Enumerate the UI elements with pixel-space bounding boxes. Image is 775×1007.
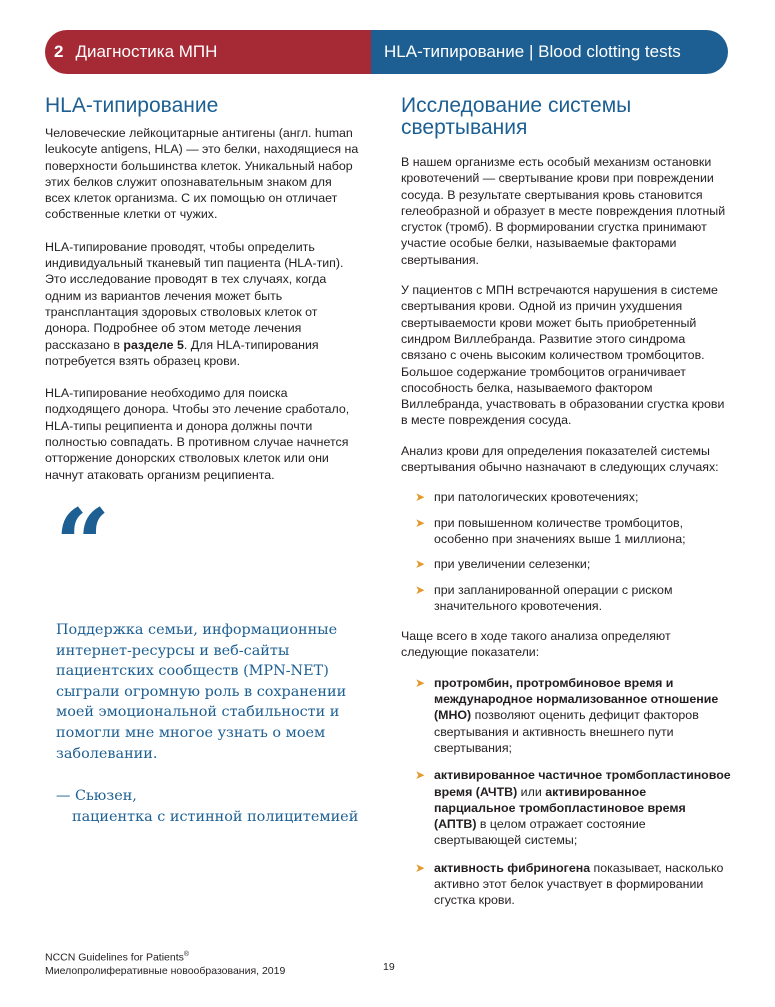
attribution-name: — Сьюзен,: [56, 788, 137, 805]
clotting-paragraph-3: Анализ крови для определения показателей системы свертывания обычно назначают в следующих случаях:: [401, 443, 719, 475]
quote-mark-icon: “: [55, 487, 105, 601]
text-span: . Для HLA-типирования потребуется взять образец крови.: [45, 337, 319, 368]
indicator-name: активированное парциальное тромбопластиновое время (АПТВ): [434, 784, 686, 832]
bullet-arrow-icon: ➤: [415, 860, 426, 875]
bullet-arrow-icon: ➤: [415, 557, 426, 572]
list-item-text: при повышенном количестве тромбоцитов, особенно при значениях выше 1 миллиона;: [434, 515, 686, 546]
section-title: HLA-типирование | Blood clotting tests: [384, 42, 681, 61]
indicator-name: протромбин, протромбиновое время и международное нормализованное отношение (МНО): [434, 675, 719, 723]
list-item-text: показывает, насколько активно этот белок участвует в формировании сгустка крови.: [434, 860, 724, 908]
chapter-tab: [45, 30, 371, 74]
list-item-text: или: [517, 784, 546, 799]
bullet-arrow-icon: ➤: [415, 768, 426, 783]
patient-quote: Поддержка семьи, информационные интернет-ресурсы и веб-сайты пациентских сообществ (MPN-NET) сыграли огромную роль в сохранении моей эмоциональной стабильности и помогли мне многое узнать о моем заболевании.: [56, 621, 347, 762]
indicator-name: активированное частичное тромбопластиновое время (АЧТВ): [434, 768, 731, 799]
text-span: HLA-типирование проводят, чтобы определить индивидуальный тканевый тип пациента (HLA-тип). Это исследование проводят в тех случаях, когда одним из вариантов лечения может быть трансплантация здоровых стволовых клеток от донора. Подробнее об этом методе лечения рассказано в: [45, 239, 344, 352]
hla-paragraph-1: Человеческие лейкоцитарные антигены (англ. human leukocyte antigens, HLA) — это белки, находящиеся на поверхности большинства клеток. Уникальный набор этих белков служит опознавательным знаком для всех клеток организма. С их помощью он отличает собственные клетки от чужих.: [45, 126, 359, 222]
list-item: [401, 582, 731, 615]
bullet-arrow-icon: ➤: [415, 515, 426, 530]
quote-attribution: [56, 786, 360, 827]
footer-line-1: [45, 948, 285, 965]
list-item: [401, 675, 731, 756]
section-tab: [371, 30, 728, 74]
chapter-title: Диагностика МПН: [75, 42, 218, 61]
list-item-text: при увеличении селезенки;: [434, 557, 591, 572]
list-item-text: при запланированной операции с риском значительного кровотечения.: [434, 582, 673, 613]
clotting-paragraph-4: Чаще всего в ходе такого анализа определяют следующие показатели:: [401, 629, 671, 660]
footer-line-2: Миелопролиферативные новообразования, 2019: [45, 964, 286, 977]
hla-paragraph-2: [45, 239, 360, 369]
attribution-description: пациентка с истинной полицитемией: [72, 808, 359, 825]
list-item: [401, 556, 731, 572]
bullet-arrow-icon: ➤: [415, 490, 426, 505]
indications-list: [401, 489, 731, 614]
clotting-paragraph-2: У пациентов с МПН встречаются нарушения в системе свертывания крови. Одной из причин ухудшения свертываемости крови может быть приобретенный синдром Виллебранда. Развитие этого синдрома связано с очень высоким количеством тромбоцитов. Большое содержание тромбоцитов ограничивает способность белка, называемого фактором Виллебранда, участвовать в образовании сгустка крови в месте повреждения сосуда.: [401, 283, 725, 428]
registered-mark: ®: [183, 951, 190, 958]
page-footer: [45, 948, 285, 978]
list-item-text: позволяют оценить дефицит факторов свертывания и активность внешнего пути свертывания;: [434, 708, 699, 755]
indicators-list: [401, 675, 731, 909]
page-number: 19: [383, 961, 395, 973]
bullet-arrow-icon: ➤: [415, 675, 426, 690]
section-5-reference: разделе 5: [123, 337, 184, 352]
right-column: [401, 95, 731, 923]
chapter-number: 2: [54, 42, 64, 61]
hla-heading: HLA-типирование: [45, 94, 219, 117]
clotting-paragraph-1: В нашем организме есть особый механизм остановки кровотечений — свертывание крови при повреждении сосуда. В результате свертывания кровь становится гелеобразной и образует в месте повреждения плотный сгусток (тромб). В формировании сгустка принимают участие особые белки, называемые факторами свертывания.: [401, 155, 726, 267]
clotting-heading: Исследование системы свертывания: [401, 94, 632, 139]
indicator-name: активность фибриногена: [434, 860, 591, 875]
list-item: [401, 515, 731, 548]
left-column: [45, 95, 360, 827]
hla-paragraph-3: HLA-типирование необходимо для поиска подходящего донора. Чтобы это лечение сработало, HLA-типы реципиента и донора должны почти полностью совпадать. В противном случае начнется отторжение донорских стволовых клеток или они начнут атаковать организм реципиента.: [45, 386, 350, 482]
bullet-arrow-icon: ➤: [415, 582, 426, 597]
list-item: [401, 860, 731, 909]
list-item-text: в целом отражает состояние свертывающей системы;: [434, 817, 646, 848]
footer-publication: NCCN Guidelines for Patients: [45, 951, 184, 964]
page-header: [45, 30, 728, 74]
list-item: [401, 489, 731, 505]
list-item: [401, 767, 731, 848]
list-item-text: при патологических кровотечениях;: [434, 490, 639, 505]
